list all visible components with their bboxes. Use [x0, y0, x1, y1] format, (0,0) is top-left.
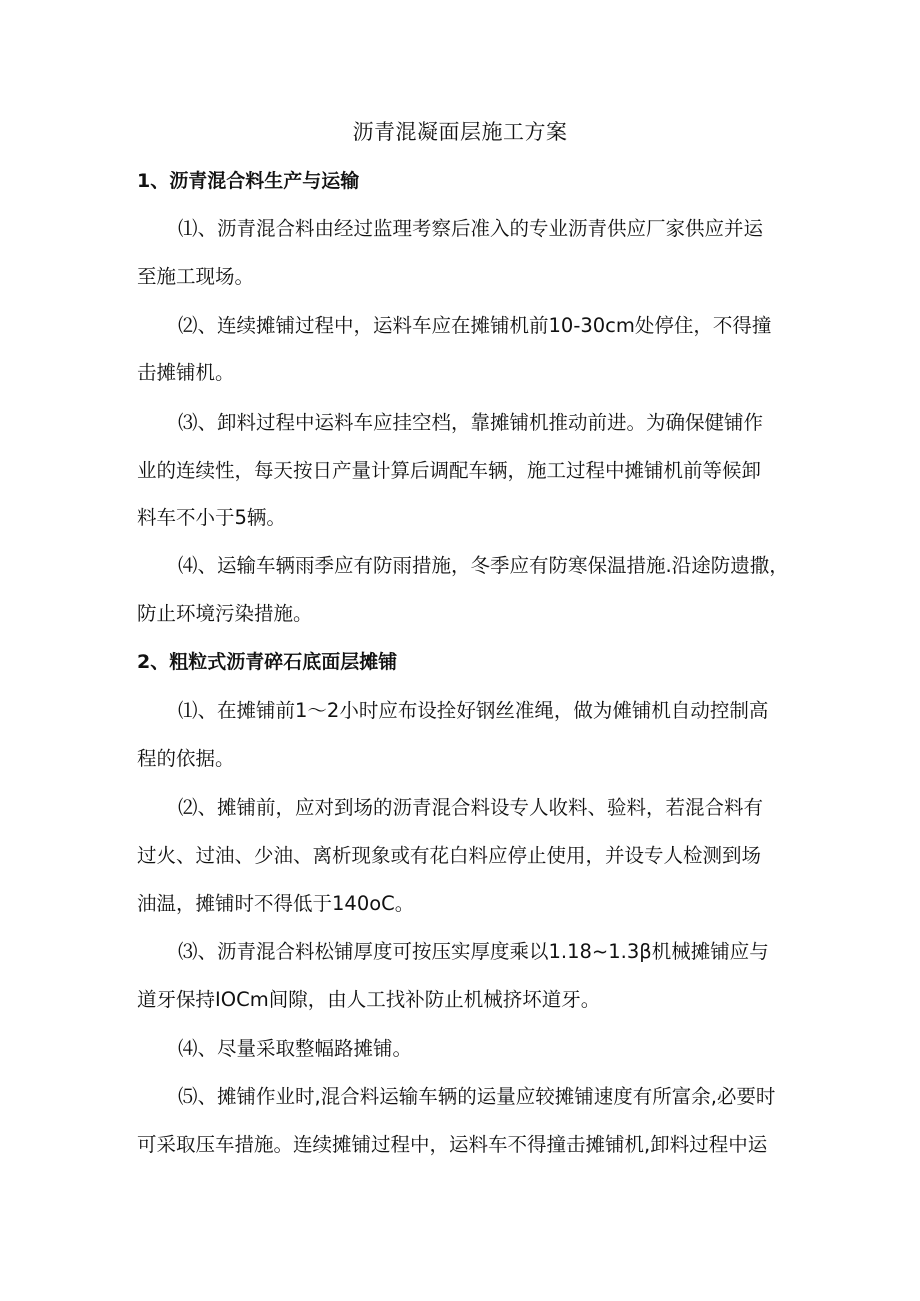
paragraph-line: ⑵、连续摊铺过程中，运料车应在摊铺机前10-30cm处停住，不得撞	[178, 314, 772, 337]
paragraph-line: ⑸、摊铺作业时,混合料运输车辆的运量应较摊铺速度有所富余,必要时	[178, 1085, 776, 1108]
paragraph-line: ⑷、尽量采取整幅路摊铺。	[178, 1037, 413, 1060]
paragraph-line: 击摊铺机。	[137, 361, 235, 384]
paragraph-line: 可采取压车措施。连续摊铺过程中，运料车不得撞击摊铺机,卸料过程中运	[137, 1133, 768, 1156]
paragraph-line: 过火、过油、少油、离析现象或有花白料应停止使用，并设专人检测到场	[137, 844, 762, 867]
paragraph-line: 道牙保持IOCm间隙，由人工找补防止机械挤坏道牙。	[137, 988, 601, 1011]
paragraph-line: 业的连续性，每天按日产量计算后调配车辆，施工过程中摊铺机前等候卸	[137, 459, 762, 482]
paragraph-line: ⑷、运输车辆雨季应有防雨措施，冬季应有防寒保温措施.沿途防遗撒，	[178, 554, 789, 577]
section-heading-2: 2、粗粒式沥青碎石底面层摊铺	[137, 651, 398, 673]
section-heading-1: 1、沥青混合料生产与运输	[137, 170, 360, 192]
paragraph-line: 油温，摊铺时不得低于140oC。	[137, 892, 415, 915]
paragraph-line: 料车不小于5辆。	[137, 506, 286, 529]
paragraph-line: ⑶、卸料过程中运料车应挂空档，靠摊铺机推动前进。为确保健铺作	[178, 411, 764, 434]
paragraph-line: 至施工现场。	[137, 265, 255, 288]
paragraph-line: ⑶、沥青混合料松铺厚度可按压实厚度乘以1.18~1.3β机械摊铺应与	[178, 940, 769, 963]
paragraph-line: ⑴、在摊铺前1～2小时应布设拴好钢丝准绳，做为傩铺机自动控制高	[178, 699, 769, 722]
paragraph-line: ⑵、摊铺前，应对到场的沥青混合料设专人收料、验料，若混合料有	[178, 796, 764, 819]
paragraph-line: ⑴、沥青混合料由经过监理考察后准入的专业沥青供应厂家供应并运	[178, 217, 764, 240]
paragraph-line: 防止环境污染措施。	[137, 602, 313, 625]
document-title: 沥青混凝面层施工方案	[352, 120, 568, 144]
paragraph-line: 程的依据。	[137, 747, 235, 770]
